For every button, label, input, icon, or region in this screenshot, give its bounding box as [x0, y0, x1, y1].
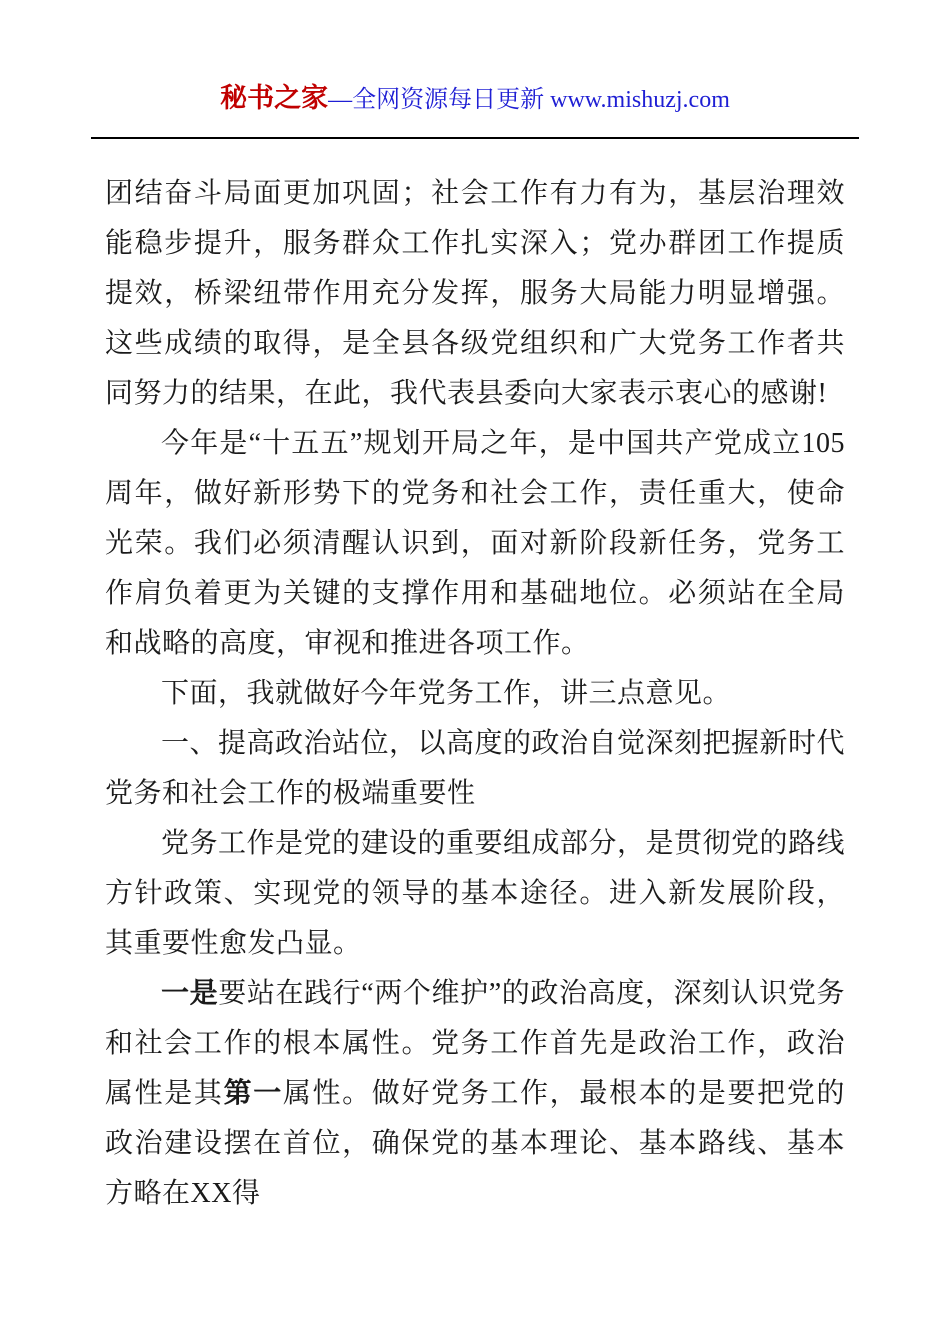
- text-run: 一、提高政治站位，以高度的政治自觉深刻把握新时代党务和社会工作的极端重要性: [105, 728, 846, 809]
- text-run: 团结奋斗局面更加巩固；社会工作有力有为，基层治理效能稳步提升，服务群众工作扎实深入；党办群团工作提质提效，桥梁纽带作用充分发挥，服务大局能力明显增强。这些成绩的取得，是全县各级党组织和广大党务工作者共同努力的结果，在此，我代表县委向大家表示衷心的感谢!: [105, 178, 845, 409]
- paragraph: [105, 719, 845, 819]
- paragraph: [105, 969, 845, 1219]
- site-tagline: —全网资源每日更新: [328, 87, 551, 113]
- document-body: [105, 169, 845, 1219]
- paragraph: [105, 669, 845, 719]
- text-run: 下面，我就做好今年党务工作，讲三点意见。: [161, 678, 732, 709]
- paragraph: [105, 819, 845, 969]
- text-run: 要站在践行“两个维护”的政治高度，深刻认识党务和社会工作的根本属性。党务工作首先是政治工作，政治属性是其: [105, 978, 845, 1109]
- paragraph: [105, 419, 845, 669]
- bold-text-run: 一是: [161, 978, 219, 1009]
- site-url-link[interactable]: www.mishuzj.com: [550, 87, 730, 113]
- paragraph: [105, 169, 845, 419]
- header-divider: [91, 137, 859, 139]
- site-name: 秘书之家: [220, 83, 329, 113]
- bold-text-run: 第一: [223, 1078, 283, 1109]
- text-run: 党务工作是党的建设的重要组成部分，是贯彻党的路线方针政策、实现党的领导的基本途径。进入新发展阶段，其重要性愈发凸显。: [105, 828, 846, 959]
- text-run: 属性。做好党务工作，最根本的是要把党的政治建设摆在首位，确保党的基本理论、基本路线、基本方略在XX得: [105, 1078, 845, 1209]
- page-header: [105, 80, 845, 121]
- text-run: 今年是“十五五”规划开局之年，是中国共产党成立105周年，做好新形势下的党务和社会工作，责任重大，使命光荣。我们必须清醒认识到，面对新阶段新任务，党务工作肩负着更为关键的支撑作用和基础地位。必须站在全局和战略的高度，审视和推进各项工作。: [105, 428, 845, 659]
